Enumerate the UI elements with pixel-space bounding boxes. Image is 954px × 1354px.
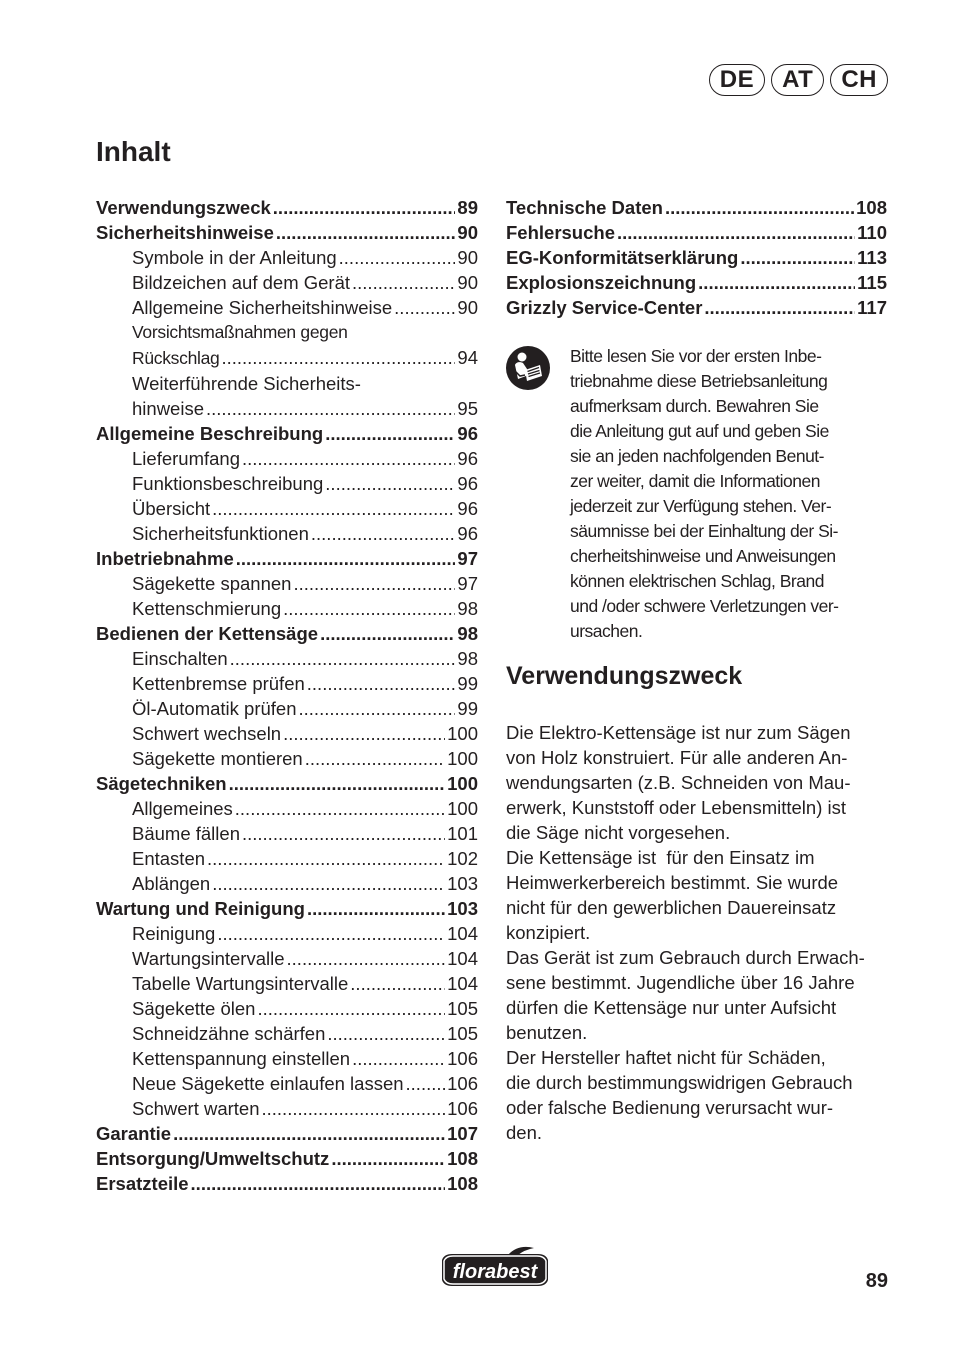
- toc-page-number: 90: [457, 222, 478, 243]
- toc-entry-label-continued: Rückschlag: [132, 348, 220, 368]
- toc-leader-dots: [221, 345, 455, 370]
- toc-entry: [96, 646, 478, 671]
- toc-page-number: 99: [457, 698, 478, 719]
- notice-line: können elektrischen Schlag, Brand: [570, 571, 824, 591]
- toc-page-number: 102: [447, 848, 478, 869]
- notice-line: ursachen.: [570, 621, 643, 641]
- toc-entry-label: Sägekette ölen: [132, 998, 256, 1019]
- toc-leader-dots: [235, 796, 445, 821]
- toc-page-number: 96: [457, 498, 478, 519]
- toc-entry-label: Kettenspannung einstellen: [132, 1048, 351, 1069]
- toc-leader-dots: [325, 471, 455, 496]
- page-title: Inhalt: [96, 136, 171, 167]
- toc-entry-label: Übersicht: [132, 498, 211, 519]
- toc-page-number: 90: [457, 272, 478, 293]
- toc-leader-dots: [257, 996, 445, 1021]
- toc-page-number: 108: [447, 1148, 478, 1169]
- toc-chapter: [96, 1171, 478, 1196]
- toc-page-number: 96: [457, 473, 478, 494]
- toc-leader-dots: [307, 671, 456, 696]
- toc-entry-label: Garantie: [96, 1123, 172, 1144]
- toc-chapter: [96, 220, 478, 245]
- toc-page-number: 98: [457, 598, 478, 619]
- page-number: 89: [865, 1270, 888, 1292]
- toc-entry: [96, 871, 478, 896]
- toc-entry-label: Inbetriebnahme: [96, 548, 234, 569]
- toc-leader-dots: [230, 646, 456, 671]
- toc-leader-dots: [406, 1071, 446, 1096]
- toc-page-number: 105: [447, 1023, 478, 1044]
- toc-entry-label: Bildzeichen auf dem Gerät: [132, 272, 351, 293]
- toc-entry-label: Explosionszeichnung: [506, 272, 697, 293]
- toc-chapter: [506, 245, 887, 270]
- toc-page-number: 106: [447, 1048, 478, 1069]
- toc-leader-dots: [350, 971, 445, 996]
- country-badge-at: AT: [771, 64, 824, 96]
- toc-page-number: 100: [447, 748, 478, 769]
- toc-page-number: 98: [457, 648, 478, 669]
- toc-leader-dots: [352, 1046, 445, 1071]
- toc-entry-label: Sicherheitsfunktionen: [132, 523, 309, 544]
- toc-leader-dots: [276, 220, 456, 245]
- toc-page-number: 105: [447, 998, 478, 1019]
- toc-entry-label: Bedienen der Kettensäge: [96, 623, 319, 644]
- toc-chapter: [96, 546, 478, 571]
- toc-leader-dots: [242, 821, 445, 846]
- toc-chapter: [96, 1146, 478, 1171]
- toc-page-number: 108: [447, 1173, 478, 1194]
- toc-entry-label: Schwert warten: [132, 1098, 260, 1119]
- notice-line: jederzeit zur Verfügung stehen. Ver-: [570, 496, 832, 516]
- toc-leader-dots: [212, 496, 455, 521]
- toc-page-number: 100: [447, 723, 478, 744]
- toc-page-number: 100: [447, 773, 478, 794]
- body-line: die Säge nicht vorgesehen.: [506, 822, 731, 843]
- toc-leader-dots: [617, 220, 855, 245]
- section-body: [506, 720, 890, 1145]
- toc-entry: [96, 1071, 478, 1096]
- toc-entry-label: Allgemeines: [132, 798, 233, 819]
- toc-leader-dots: [191, 1171, 446, 1196]
- toc-entry-label: Ersatzteile: [96, 1173, 189, 1194]
- toc-entry: [96, 446, 478, 471]
- toc-page-number: 117: [857, 297, 887, 318]
- toc-entry-label: Schwert wechseln: [132, 723, 282, 744]
- toc-chapter: [96, 421, 478, 446]
- toc-entry-label: Funktionsbeschreibung: [132, 473, 324, 494]
- toc-entry-label: Verwendungszweck: [96, 197, 271, 218]
- toc-page-number: 113: [857, 247, 887, 268]
- toc-entry-label: Technische Daten: [506, 197, 663, 218]
- notice-text: [570, 344, 888, 644]
- toc-entry-label: Symbole in der Anleitung: [132, 247, 337, 268]
- toc-entry: [96, 245, 478, 270]
- toc-chapter: [96, 896, 478, 921]
- toc-leader-dots: [704, 295, 855, 320]
- body-line: Heimwerkerbereich bestimmt. Sie wurde: [506, 872, 839, 893]
- toc-entry-label: Sägekette spannen: [132, 573, 292, 594]
- notice-line: triebnahme diese Betriebsanleitung: [570, 371, 828, 391]
- notice-line: aufmerksam durch. Bewahren Sie: [570, 396, 819, 416]
- toc-entry-label: Ablängen: [132, 873, 211, 894]
- body-line: sene bestimmt. Jugendliche über 16 Jahre: [506, 972, 855, 993]
- toc-page-number: 96: [457, 423, 478, 444]
- toc-page-number: 95: [457, 398, 478, 419]
- toc-entry: [96, 996, 478, 1021]
- toc-entry: [96, 571, 478, 596]
- toc-chapter: [96, 771, 478, 796]
- country-badge-ch: CH: [830, 64, 888, 96]
- toc-page-number: 94: [457, 347, 478, 368]
- body-line: wendungsarten (z.B. Schneiden von Mau-: [506, 772, 851, 793]
- body-line: von Holz konstruiert. Für alle anderen An-: [506, 747, 848, 768]
- toc-leader-dots: [665, 195, 854, 220]
- toc-entry: [96, 295, 478, 320]
- body-line: dürfen die Kettensäge nur unter Aufsicht: [506, 997, 837, 1018]
- toc-leader-dots: [283, 596, 455, 621]
- toc-page-number: 108: [856, 197, 887, 218]
- toc-entry: [96, 1046, 478, 1071]
- body-line: nicht für den gewerblichen Dauereinsatz: [506, 897, 837, 918]
- toc-leader-dots: [236, 546, 456, 571]
- toc-leader-dots: [352, 270, 455, 295]
- toc-entry: [96, 796, 478, 821]
- toc-entry-label: Sägekette montieren: [132, 748, 303, 769]
- toc-leader-dots: [283, 721, 445, 746]
- toc-entry: [96, 746, 478, 771]
- toc-leader-dots: [299, 696, 456, 721]
- body-line: Die Elektro-Kettensäge ist nur zum Sägen: [506, 722, 851, 743]
- notice-line: zer weiter, damit die Informationen: [570, 471, 820, 491]
- toc-page-number: 96: [457, 448, 478, 469]
- toc-leader-dots: [394, 295, 455, 320]
- toc-page-number: 104: [447, 948, 478, 969]
- notice-box: [506, 344, 888, 644]
- toc-entry-label: EG-Konformitätserklärung: [506, 247, 739, 268]
- florabest-logo: [438, 1246, 552, 1288]
- toc-page-number: 107: [447, 1123, 478, 1144]
- toc-entry: [96, 696, 478, 721]
- notice-line: die Anleitung gut auf und geben Sie: [570, 421, 829, 441]
- toc-entry-label: Einschalten: [132, 648, 228, 669]
- toc-entry-label: Entsorgung/Umweltschutz: [96, 1148, 330, 1169]
- toc-entry: [96, 921, 478, 946]
- toc-leader-dots: [293, 571, 455, 596]
- toc-page-number: 104: [447, 923, 478, 944]
- toc-entry-label: Tabelle Wartungsintervalle: [132, 973, 349, 994]
- toc-entry: [96, 1096, 478, 1121]
- toc-entry-label: Allgemeine Beschreibung: [96, 423, 324, 444]
- toc-chapter: [506, 220, 887, 245]
- toc-entry-label: Vorsichtsmaßnahmen gegen: [132, 322, 348, 342]
- body-line: erwerk, Kunststoff oder Lebensmitteln) ist: [506, 797, 847, 818]
- toc-page-number: 99: [457, 673, 478, 694]
- notice-line: sie an jeden nachfolgenden Benut-: [570, 446, 824, 466]
- toc-leader-dots: [273, 195, 456, 220]
- toc-leader-dots: [305, 746, 445, 771]
- toc-entry: [96, 270, 478, 295]
- toc-chapter: [96, 621, 478, 646]
- toc-leader-dots: [740, 245, 855, 270]
- body-line: den.: [506, 1122, 543, 1143]
- toc-leader-dots: [331, 1146, 445, 1171]
- toc-page-number: 106: [447, 1073, 478, 1094]
- toc-entry-label: Fehlersuche: [506, 222, 615, 243]
- toc-page-number: 103: [447, 898, 478, 919]
- toc-page-number: 90: [457, 247, 478, 268]
- toc-entry: [96, 971, 478, 996]
- toc-leader-dots: [212, 871, 445, 896]
- toc-chapter: [96, 1121, 478, 1146]
- toc-page-number: 110: [857, 222, 887, 243]
- toc-entry-label: Bäume fällen: [132, 823, 240, 844]
- body-line: konzipiert.: [506, 922, 591, 943]
- toc-entry: [96, 496, 478, 521]
- body-line: Das Gerät ist zum Gebrauch durch Erwach-: [506, 947, 865, 968]
- toc-page-number: 106: [447, 1098, 478, 1119]
- toc-leader-dots: [327, 1021, 445, 1046]
- toc-entry-label: Lieferumfang: [132, 448, 240, 469]
- toc-leader-dots: [173, 1121, 445, 1146]
- body-line: Der Hersteller haftet nicht für Schäden,: [506, 1047, 826, 1068]
- toc-leader-dots: [206, 396, 455, 421]
- toc-entry: [96, 671, 478, 696]
- toc-entry: [96, 596, 478, 621]
- body-line: oder falsche Bedienung verursacht wur-: [506, 1097, 834, 1118]
- toc-chapter: [506, 295, 887, 320]
- toc-entry: [96, 821, 478, 846]
- logo-text: florabest: [452, 1261, 538, 1283]
- toc-right-column: [506, 195, 887, 320]
- toc-entry-label: Kettenbremse prüfen: [132, 673, 305, 694]
- toc-page-number: 101: [447, 823, 478, 844]
- notice-line: cherheitshinweise und Anweisungen: [570, 546, 836, 566]
- toc-entry-label: Sicherheitshinweise: [96, 222, 274, 243]
- toc-page-number: 89: [457, 197, 478, 218]
- toc-page-number: 103: [447, 873, 478, 894]
- toc-entry-label: Wartungsintervalle: [132, 948, 285, 969]
- toc-chapter: [506, 270, 887, 295]
- toc-entry-label: Sägetechniken: [96, 773, 227, 794]
- toc-leader-dots: [207, 846, 445, 871]
- toc-entry: [96, 320, 478, 371]
- toc-entry: [96, 721, 478, 746]
- toc-entry-label: Entasten: [132, 848, 206, 869]
- toc-entry-label: Allgemeine Sicherheitshinweise: [132, 297, 393, 318]
- toc-entry: [96, 371, 478, 421]
- toc-leader-dots: [307, 896, 445, 921]
- toc-leader-dots: [229, 771, 446, 796]
- toc-page-number: 97: [457, 548, 478, 569]
- toc-entry-label: Reinigung: [132, 923, 216, 944]
- toc-chapter: [96, 195, 478, 220]
- toc-leader-dots: [262, 1096, 446, 1121]
- toc-entry: [96, 946, 478, 971]
- toc-entry-label: Wartung und Reinigung: [96, 898, 305, 919]
- toc-page-number: 90: [457, 297, 478, 318]
- toc-entry-label-continued: hinweise: [132, 398, 204, 419]
- toc-entry: [96, 1021, 478, 1046]
- toc-leader-dots: [287, 946, 446, 971]
- body-line: die durch bestimmungswidrigen Gebrauch: [506, 1072, 853, 1093]
- toc-entry: [96, 846, 478, 871]
- toc-leader-dots: [698, 270, 855, 295]
- toc-leader-dots: [217, 921, 445, 946]
- toc-page-number: 104: [447, 973, 478, 994]
- country-badge-de: DE: [709, 64, 765, 96]
- toc-page-number: 96: [457, 523, 478, 544]
- toc-leader-dots: [339, 245, 456, 270]
- body-line: benutzen.: [506, 1022, 588, 1043]
- toc-page-number: 97: [457, 573, 478, 594]
- toc-entry-label: Schneidzähne schärfen: [132, 1023, 326, 1044]
- notice-line: und /oder schwere Verletzungen ver-: [570, 596, 839, 616]
- toc-chapter: [506, 195, 887, 220]
- toc-entry-label: Grizzly Service-Center: [506, 297, 703, 318]
- toc-page-number: 98: [457, 623, 478, 644]
- toc-left-column: [96, 195, 478, 1196]
- toc-entry-label: Weiterführende Sicherheits-: [132, 373, 361, 394]
- section-title: Verwendungszweck: [506, 662, 743, 690]
- notice-line: säumnisse bei der Einhaltung der Si-: [570, 521, 838, 541]
- toc-leader-dots: [311, 521, 456, 546]
- toc-entry-label: Kettenschmierung: [132, 598, 282, 619]
- toc-entry: [96, 471, 478, 496]
- toc-page-number: 100: [447, 798, 478, 819]
- notice-line: Bitte lesen Sie vor der ersten Inbe-: [570, 346, 822, 366]
- read-manual-icon: [506, 346, 550, 390]
- toc-entry-label: Öl-Automatik prüfen: [132, 698, 297, 719]
- toc-leader-dots: [320, 621, 455, 646]
- toc-page-number: 115: [857, 272, 887, 293]
- toc-entry: [96, 521, 478, 546]
- country-badges: [709, 64, 888, 96]
- body-line: Die Kettensäge ist für den Einsatz im: [506, 847, 815, 868]
- toc-entry-label: Neue Sägekette einlaufen lassen: [132, 1073, 404, 1094]
- toc-leader-dots: [242, 446, 455, 471]
- toc-leader-dots: [325, 421, 455, 446]
